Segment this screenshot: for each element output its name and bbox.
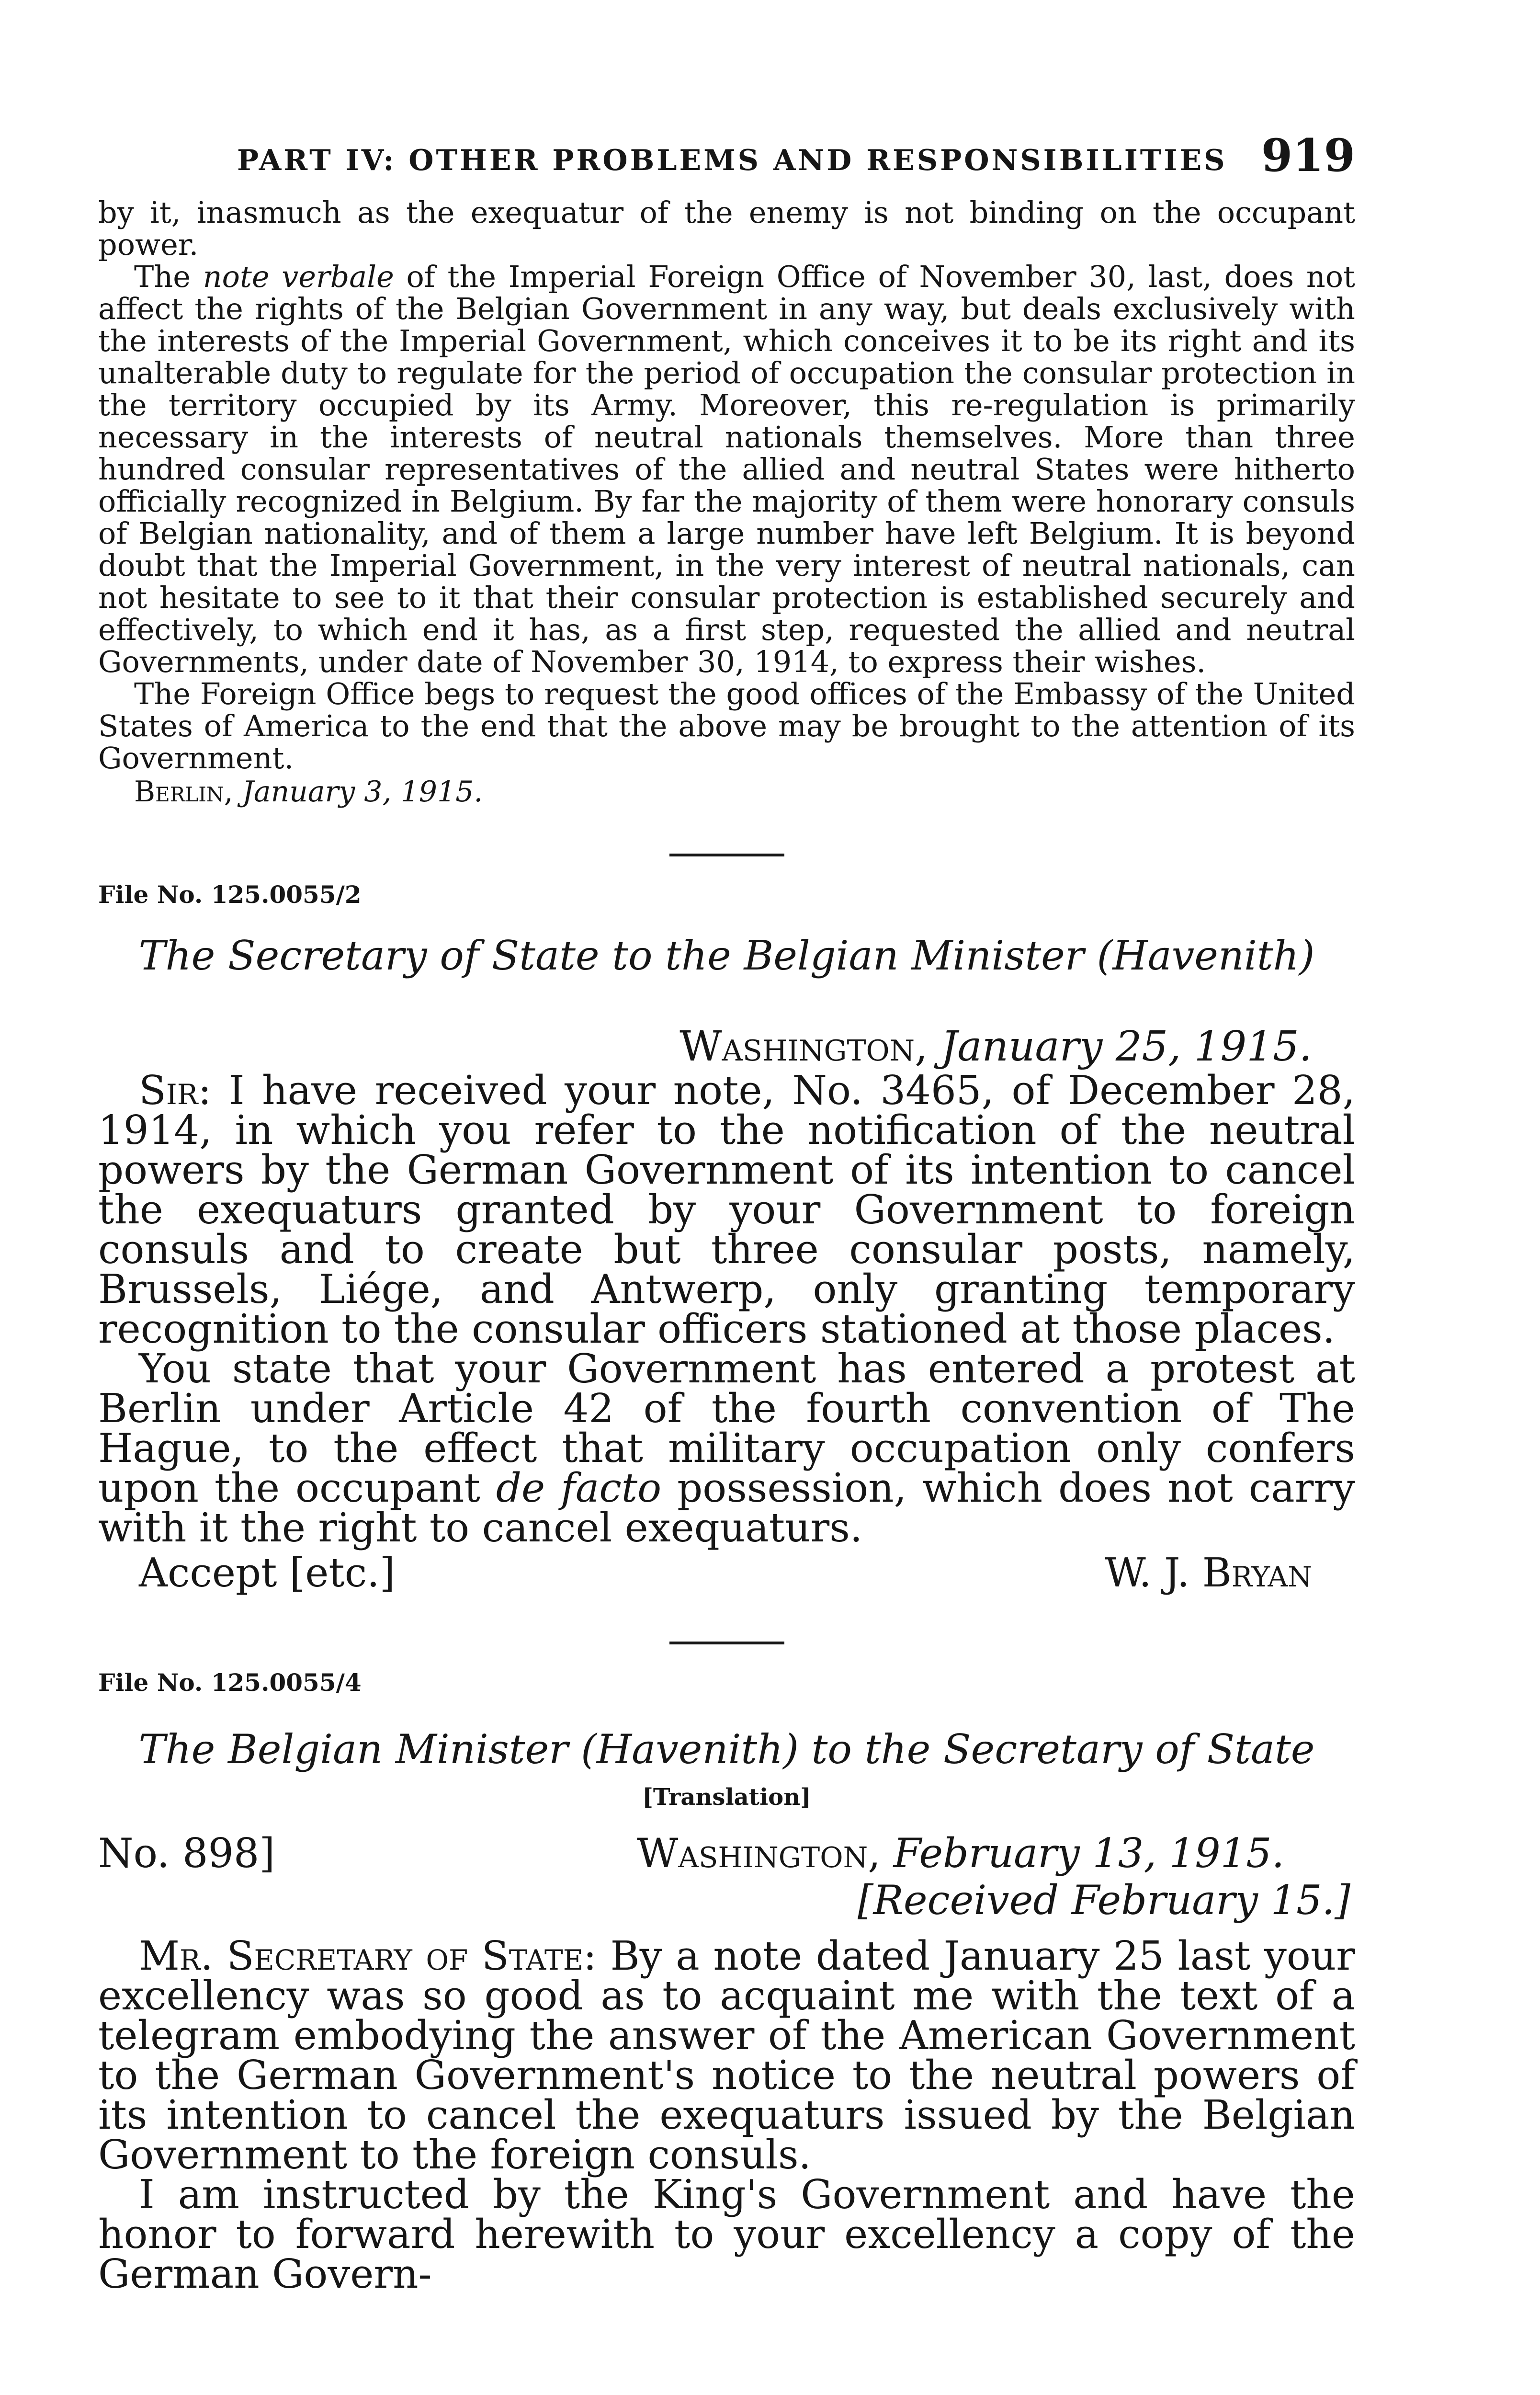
paragraph [98, 261, 1355, 678]
document-title: The Belgian Minister (Havenith) to the Secretary of State [138, 1726, 1315, 1773]
text-run: You state that your Government has entered a protest at Berlin under Article 42 of the fourth convention of The Hague, to the effect that military occupation only confers upon the occupant [98, 1346, 1355, 1511]
letter-body [98, 1067, 1355, 1551]
received-note: [Received February 15.] [857, 1877, 1350, 1924]
letter-body [98, 1933, 1355, 2297]
translation-note: [Translation] [642, 1784, 811, 1811]
dateline [637, 1830, 1284, 1877]
text-run: possession, which does not carry with it the right to cancel exequaturs. [98, 1465, 1355, 1551]
page-number: 919 [1261, 129, 1355, 182]
running-title: PART IV: OTHER PROBLEMS AND RESPONSIBILITIES [237, 144, 1227, 177]
salutation: Mr. Secretary of State [139, 1933, 584, 1979]
paragraph: I am instructed by the King's Government and have the honor to forward herewith to your excellency a copy of the German Govern- [98, 2171, 1355, 2297]
dateline [134, 776, 1355, 808]
dateline-date: February 13, 1915. [893, 1830, 1285, 1877]
text-run: : By a note dated January 25 last your excellency was so good as to acquaint me with the text of a telegram embodying the answer of the American Government to the German Government's notice to the neutral powers of its intention to cancel the exequaturs issued by the Belgian Government to the foreign consuls. [98, 1933, 1355, 2178]
document-number-line [98, 1830, 1355, 1877]
dateline-date: January 3, 1915. [242, 775, 483, 809]
note-verbale-phrase: note verbale [203, 259, 394, 294]
file-number: File No. 125.0055/2 [98, 880, 362, 909]
signature-line [98, 1550, 1355, 1596]
document-number: No. 898] [98, 1830, 275, 1877]
running-head [98, 129, 1355, 196]
text-run: of the Imperial Foreign Office of November 30, last, does not affect the rights of the Belgian Government in any way, but deals exclusively with the interests of the Imperial Government, which conceives it to be its right and its unalterable duty to regulate for the period of occupation the consular protection in the territory occupied by its Army. Moreover, this re-regulation is primarily necessary in the interests of neutral nationals themselves. More than three hundred consular representatives of the allied and neutral States were hitherto officially recognized in Belgium. By far the majority of them were honorary consuls of Belgian nationality, and of them a large number have left Belgium. It is beyond doubt that the Imperial Government, in the very interest of neutral nationals, can not hesitate to see to it that their consular protection is established securely and effectively, to which end it has, as a first step, requested the allied and neutral Governments, under date of November 30, 1914, to express their wishes. [98, 259, 1355, 679]
section-divider [669, 854, 784, 856]
file-number: File No. 125.0055/4 [98, 1668, 362, 1697]
continuation-text [98, 196, 1355, 808]
dateline [98, 1023, 1312, 1071]
dateline-place: Washington, [637, 1830, 881, 1877]
paragraph: The Foreign Office begs to request the good offices of the Embassy of the United States of America to the end that the above may be brought to the attention of its Government. [98, 676, 1355, 776]
document-page [98, 129, 1355, 2297]
salutation: Sir [139, 1067, 198, 1114]
dateline-place: Berlin, [134, 775, 233, 809]
text-run: : I have received your note, No. 3465, of December 28, 1914, in which you refer to the notification of the neutral powers by the German Government of its intention to cancel the exequaturs granted by your Government to foreign consuls and to create but three consular posts, namely, Brussels, Liége, and Antwerp, only granting temporary recognition to the consular officers stationed at those places. [98, 1067, 1355, 1352]
signature: W. J. Bryan [1105, 1550, 1312, 1596]
italic-phrase: de facto [496, 1465, 662, 1511]
closing: Accept [etc.] [139, 1550, 396, 1596]
dateline-date: January 25, 1915. [940, 1023, 1312, 1071]
paragraph [98, 1067, 1355, 1352]
document-title: The Secretary of State to the Belgian Minister (Havenith) [138, 932, 1315, 979]
section-divider [669, 1642, 784, 1644]
paragraph: by it, inasmuch as the exequatur of the enemy is not binding on the occupant power. [98, 195, 1355, 262]
paragraph [98, 1346, 1355, 1551]
dateline-place: Washington, [679, 1023, 928, 1071]
text-run: The [134, 259, 203, 294]
paragraph [98, 1933, 1355, 2178]
